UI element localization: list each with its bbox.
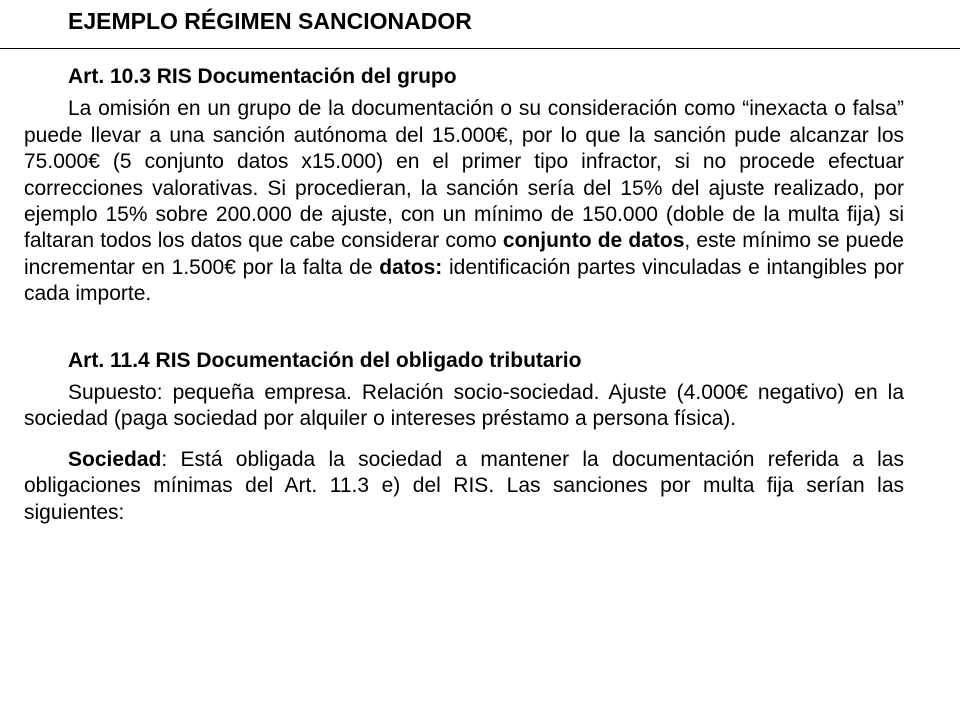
paragraph-supuesto: Supuesto: pequeña empresa. Relación socio-sociedad. Ajuste (4.000€ negativo) en la sociedad (paga sociedad por alquiler o intereses préstamo a persona física).: [24, 381, 904, 431]
slide-title: EJEMPLO RÉGIMEN SANCIONADOR: [68, 8, 472, 34]
bold-term-sociedad: Sociedad: [68, 447, 162, 471]
bold-term-datos: datos:: [379, 255, 443, 279]
paragraph-text: : Está obligada la sociedad a mantener la documentación referida a las obligaciones mínimas del Art. 11.3 e) del RIS. Las sanciones por multa fija serían las siguientes:: [24, 447, 904, 524]
bold-term-conjunto-datos: conjunto de datos: [502, 229, 685, 253]
slide-body: [24, 64, 904, 540]
section-heading-art-10-3: Art. 10.3 RIS Documentación del grupo: [68, 65, 457, 88]
paragraph-sociedad: [24, 447, 904, 526]
section-spacer: [24, 322, 904, 348]
title-divider: [0, 48, 960, 49]
section-heading-art-11-4: Art. 11.4 RIS Documentación del obligado tributario: [68, 348, 582, 372]
paragraph-text: La omisión en un grupo de la documentación o su consideración como “inexacta o falsa” puede llevar a una sanción autónoma del 15.000€, por lo que la sanción pude alcanzar los 75.000€ (5 conjunto datos x15.000) en el primer tipo infractor, si no procede efectuar correcciones valorativas. Si procedieran, la sanción sería del 15% del ajuste realizado, por ejemplo 15% sobre 200.000 de ajuste, con un mínimo de 150.000 (doble de la multa fija) si faltaran todos los datos que cabe considerar como: [24, 97, 904, 253]
paragraph-text: identificación partes vinculadas e intangibles por cada importe.: [24, 255, 904, 306]
paragraph-text: , este mínimo se puede incrementar en 1.500€ por la falta de: [24, 229, 904, 279]
paragraph-art-10-3: [24, 96, 904, 307]
